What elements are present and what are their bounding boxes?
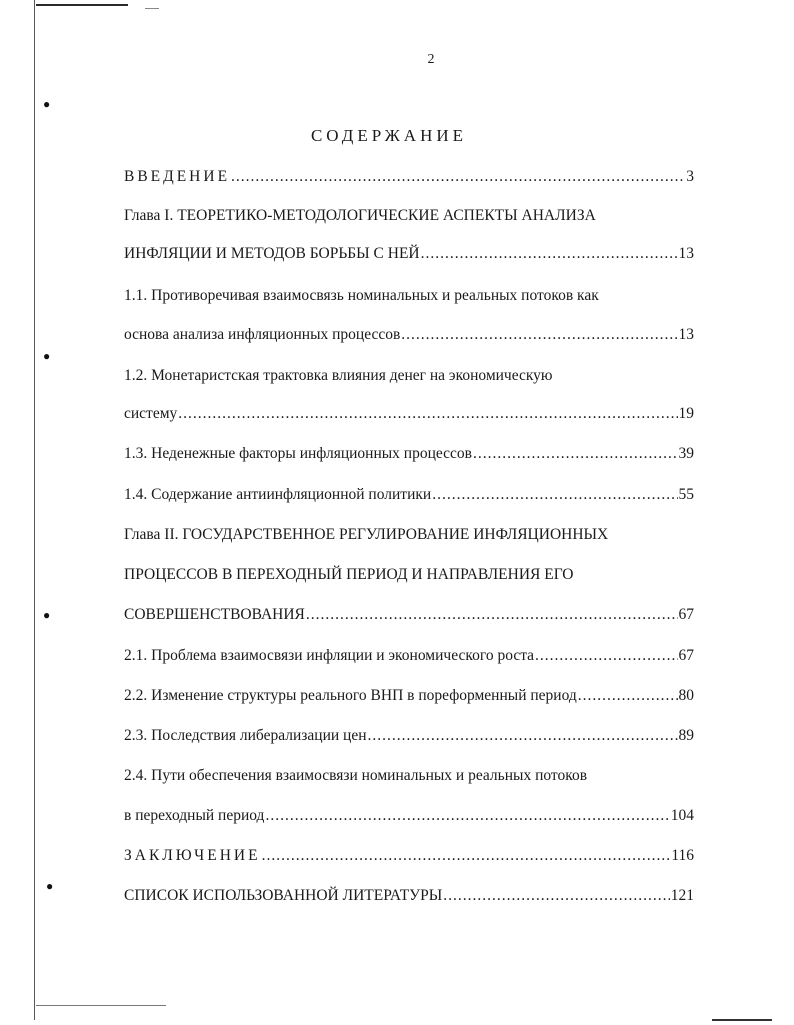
toc-page-number: 19 bbox=[678, 405, 694, 422]
toc-page-number: 104 bbox=[670, 807, 694, 824]
toc-section-2-3 bbox=[124, 726, 694, 746]
toc-section-1-1-line-2 bbox=[124, 325, 694, 345]
toc-section-1-1-line-1: 1.1. Противоречивая взаимосвязь номинальных и реальных потоков как bbox=[124, 287, 599, 304]
dot-leader bbox=[535, 646, 677, 666]
toc-section-1-4 bbox=[124, 485, 694, 505]
toc-section-2-1 bbox=[124, 646, 694, 666]
dot-leader bbox=[401, 325, 677, 345]
toc-entry-introduction bbox=[124, 167, 694, 187]
toc-page-number: 13 bbox=[678, 326, 694, 343]
toc-section-1-3 bbox=[124, 444, 694, 464]
punch-hole-mark: ● bbox=[43, 97, 51, 111]
toc-entry-label: ИНФЛЯЦИИ И МЕТОДОВ БОРЬБЫ С НЕЙ bbox=[124, 245, 420, 262]
toc-page-number: 89 bbox=[678, 727, 694, 744]
toc-section-1-2-line-2 bbox=[124, 404, 694, 424]
toc-entry-label: СОВЕРШЕНСТВОВАНИЯ bbox=[124, 606, 305, 623]
dot-leader bbox=[473, 444, 678, 464]
toc-section-2-4-line-2 bbox=[124, 806, 694, 826]
toc-page-number: 67 bbox=[678, 606, 694, 623]
dot-leader bbox=[178, 404, 677, 424]
toc-entry-label: основа анализа инфляционных процессов bbox=[124, 326, 401, 343]
dot-leader bbox=[432, 485, 677, 505]
toc-entry-label: ВВЕДЕНИЕ bbox=[124, 168, 231, 185]
scan-left-edge bbox=[34, 0, 35, 1020]
toc-entry-label: в переходный период bbox=[124, 807, 265, 824]
punch-hole-mark: ● bbox=[46, 879, 54, 893]
toc-entry-label: ЗАКЛЮЧЕНИЕ bbox=[124, 847, 261, 864]
page-number: 2 bbox=[427, 52, 435, 67]
dot-leader bbox=[231, 167, 685, 187]
toc-section-2-4-line-1: 2.4. Пути обеспечения взаимосвязи номинальных и реальных потоков bbox=[124, 767, 588, 784]
toc-page-number: 55 bbox=[678, 486, 694, 503]
toc-chapter-2-line-3 bbox=[124, 605, 694, 625]
dot-leader bbox=[421, 244, 678, 264]
toc-page-number: 80 bbox=[678, 687, 694, 704]
dot-leader bbox=[578, 686, 678, 706]
toc-page-number: 13 bbox=[678, 245, 694, 262]
toc-chapter-1-line-1: Глава I. ТЕОРЕТИКО-МЕТОДОЛОГИЧЕСКИЕ АСПЕКТЫ АНАЛИЗА bbox=[124, 207, 596, 224]
dot-leader bbox=[306, 605, 678, 625]
toc-entry-references bbox=[124, 886, 694, 906]
toc-chapter-1-line-2 bbox=[124, 244, 694, 264]
toc-entry-label: 1.3. Неденежные факторы инфляционных процессов bbox=[124, 445, 472, 462]
toc-entry-conclusion bbox=[124, 846, 694, 866]
toc-entry-label: 1.4. Содержание антиинфляционной политики bbox=[124, 486, 432, 503]
scan-top-edge bbox=[36, 4, 128, 6]
scan-bottom-right-edge bbox=[712, 1019, 772, 1021]
toc-chapter-2-line-2: ПРОЦЕССОВ В ПЕРЕХОДНЫЙ ПЕРИОД И НАПРАВЛЕНИЯ ЕГО bbox=[124, 566, 574, 583]
dot-leader bbox=[368, 726, 678, 746]
dot-leader bbox=[262, 846, 671, 866]
toc-section-1-2-line-1: 1.2. Монетаристская трактовка влияния денег на экономическую bbox=[124, 367, 553, 384]
dot-leader bbox=[443, 886, 669, 906]
toc-chapter-2-line-1: Глава II. ГОСУДАРСТВЕННОЕ РЕГУЛИРОВАНИЕ ИНФЛЯЦИОННЫХ bbox=[124, 526, 609, 543]
punch-hole-mark: ● bbox=[43, 608, 51, 622]
toc-section-2-2 bbox=[124, 686, 694, 706]
scan-bottom-edge bbox=[36, 1005, 166, 1006]
toc-entry-label: 2.1. Проблема взаимосвязи инфляции и экономического роста bbox=[124, 647, 535, 664]
toc-entry-label: 2.2. Изменение структуры реального ВНП в пореформенный период bbox=[124, 687, 577, 704]
toc-entry-label: 2.3. Последствия либерализации цен bbox=[124, 727, 367, 744]
toc-entry-label: систему bbox=[124, 405, 178, 422]
toc-page-number: 67 bbox=[678, 647, 694, 664]
page-title: СОДЕРЖАНИЕ bbox=[310, 126, 468, 145]
scan-top-mark bbox=[145, 8, 159, 9]
dot-leader bbox=[265, 806, 669, 826]
toc-page-number: 3 bbox=[686, 168, 694, 185]
toc-page-number: 116 bbox=[671, 847, 694, 864]
toc-entry-label: СПИСОК ИСПОЛЬЗОВАННОЙ ЛИТЕРАТУРЫ bbox=[124, 887, 443, 904]
punch-hole-mark: ● bbox=[43, 349, 51, 363]
toc-page-number: 121 bbox=[670, 887, 694, 904]
toc-page-number: 39 bbox=[678, 445, 694, 462]
